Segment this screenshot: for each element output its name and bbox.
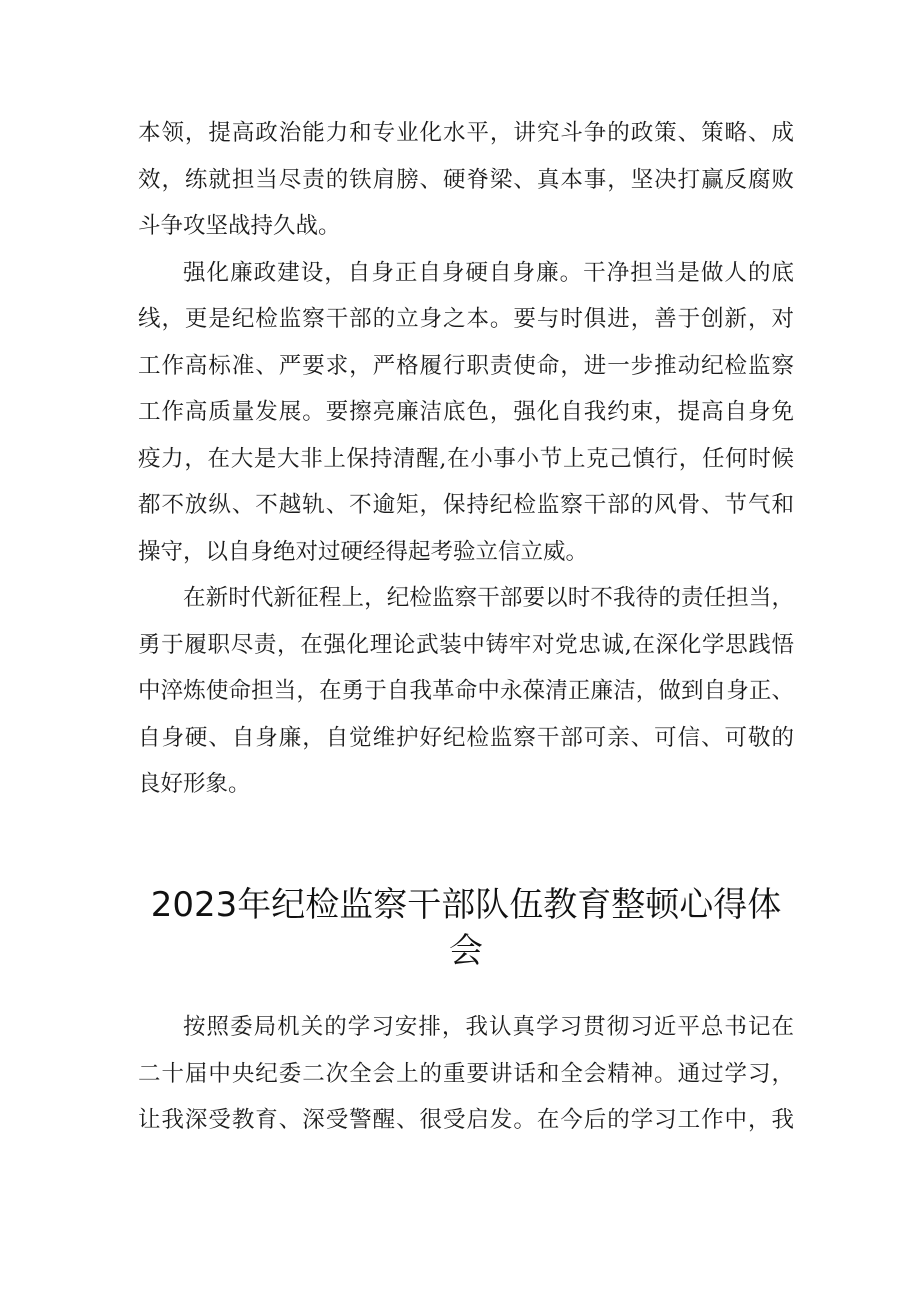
text-line: 中淬炼使命担当，在勇于自我革命中永葆清正廉洁，做到自身正、: [138, 678, 794, 704]
text-line: 按照委局机关的学习安排，我认真学习贯彻习近平总书记在: [183, 1014, 794, 1040]
body-text-section-1: [138, 110, 794, 808]
text-line: 工作高标准、严要求，严格履行职责使命，进一步推动纪检监察: [138, 352, 794, 379]
text-line: 二十届中央纪委二次全会上的重要讲话和全会精神。通过学习，: [138, 1060, 794, 1087]
text-line: 在新时代新征程上，纪检监察干部要以时不我待的责任担当，: [183, 585, 794, 611]
text-line: 勇于履职尽责，在强化理论武装中铸牢对党忠诚,在深化学思践悟: [138, 631, 794, 658]
text-line: 操守，以自身绝对过硬经得起考验立信立威。: [138, 538, 589, 565]
paragraph: [138, 110, 794, 250]
paragraph: [138, 250, 794, 576]
text-line: 疫力，在大是大非上保持清醒,在小事小节上克己慎行，任何时候: [138, 445, 794, 472]
text-line: 都不放纵、不越轨、不逾矩，保持纪检监察干部的风骨、节气和: [138, 492, 794, 518]
text-line: 斗争攻坚战持久战。: [138, 213, 341, 239]
text-line: 让我深受教育、深受警醒、很受启发。在今后的学习工作中，我: [138, 1107, 794, 1133]
paragraph: [138, 575, 794, 808]
text-line: 效，练就担当尽责的铁肩膀、硬脊梁、真本事，坚决打赢反腐败: [138, 166, 794, 193]
text-line: 工作高质量发展。要擦亮廉洁底色，强化自我约束，提高自身免: [138, 399, 794, 425]
text-line: 良好形象。: [138, 771, 251, 797]
paragraph: [138, 1004, 794, 1144]
article-title: [138, 882, 794, 974]
title-line: 会: [449, 931, 483, 971]
text-line: 自身硬、自身廉，自觉维护好纪检监察干部可亲、可信、可敬的: [138, 724, 794, 751]
body-text-section-2: [138, 1004, 794, 1144]
text-line: 线，更是纪检监察干部的立身之本。要与时俱进，善于创新，对: [138, 306, 794, 332]
text-line: 本领，提高政治能力和专业化水平，讲究斗争的政策、策略、成: [138, 120, 794, 146]
title-line: 2023年纪检监察干部队伍教育整顿心得体: [150, 885, 782, 925]
text-line: 强化廉政建设，自身正自身硬自身廉。干净担当是做人的底: [183, 259, 794, 286]
